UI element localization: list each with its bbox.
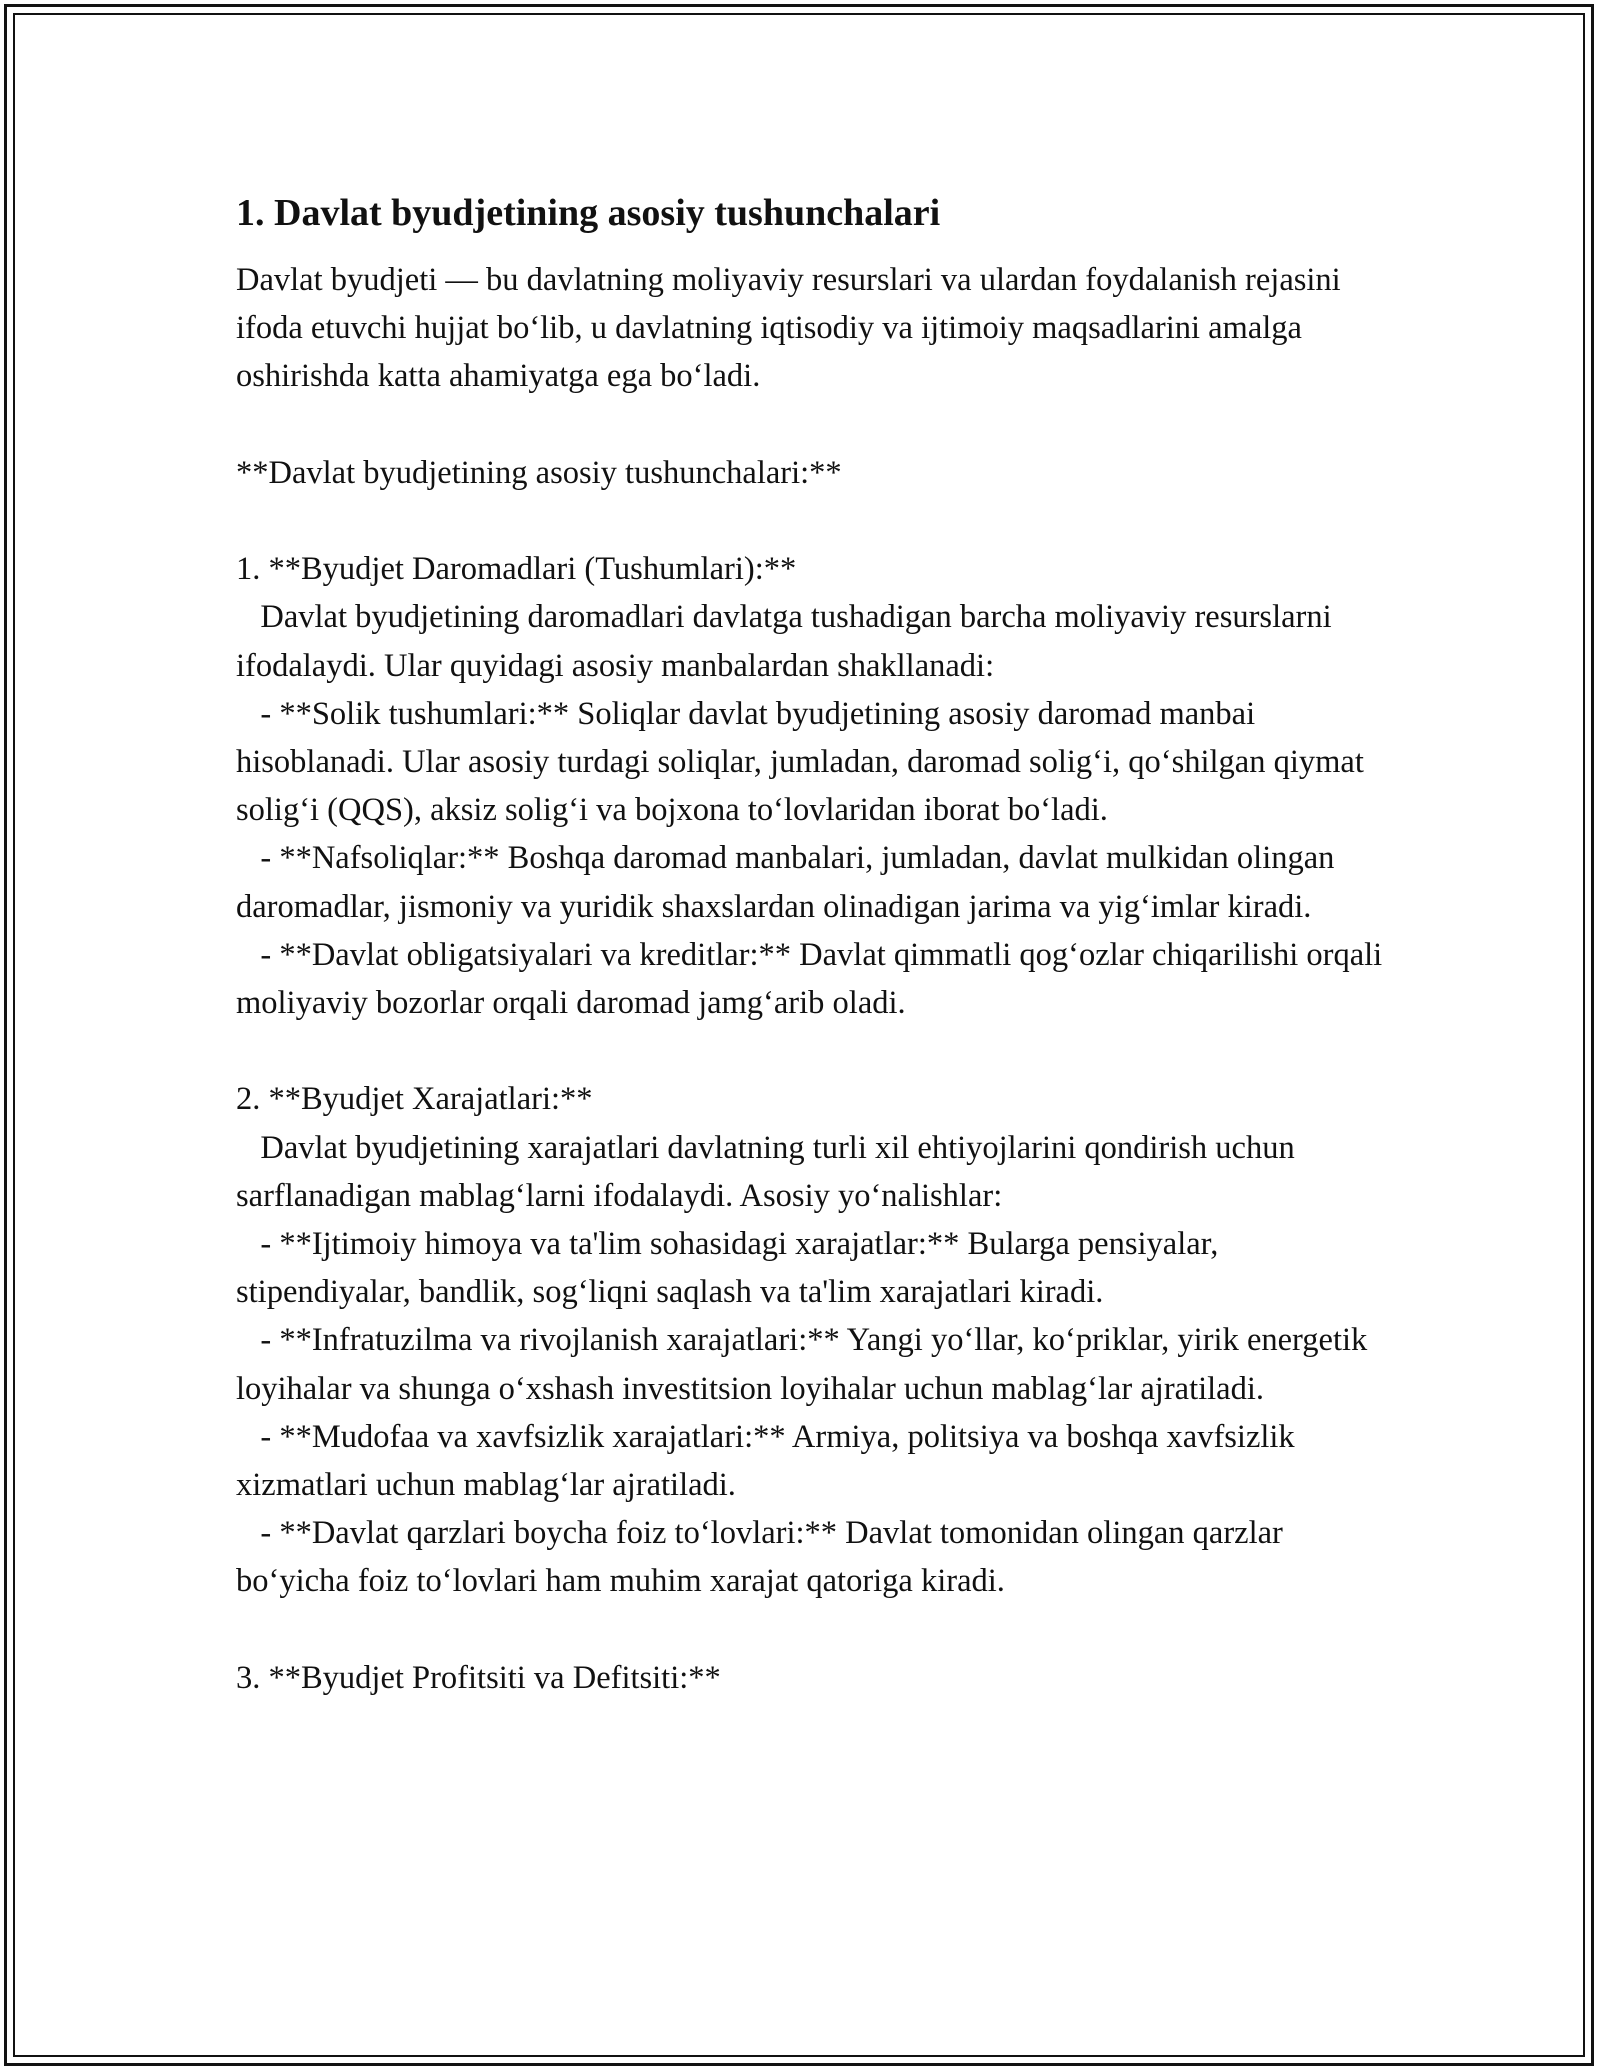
section-2-item-infrastructure: - **Infratuzilma va rivojlanish xarajatlari:** Yangi yo‘llar, ko‘priklar, yirik energetik loyihalar va shunga o‘xshash investitsion loyihalar uchun mablag‘lar ajratiladi. — [236, 1322, 1376, 1407]
section-1-body: Davlat byudjetining daromadlari davlatga tushadigan barcha moliyaviy resurslarni ifodalaydi. Ular quyidagi asosiy manbalardan shakllanadi: — [236, 599, 1340, 684]
section-1-item-tax: - **Solik tushumlari:** Soliqlar davlat byudjetining asosiy daromad manbai hisoblanadi. Ular asosiy turdagi soliqlar, jumladan, daromad solig‘i, qo‘shilgan qiymat solig‘i (QQS), aksiz solig‘i va bojxona to‘lovlaridan iborat bo‘ladi. — [236, 695, 1372, 829]
intro-paragraph: Davlat byudjeti — bu davlatning moliyaviy resurslari va ulardan foydalanish rejasini ifoda etuvchi hujjat bo‘lib, u davlatning iqtisodiy va ijtimoiy maqsadlarini amalga oshirishda katta ahamiyatga ega bo‘ladi. — [236, 262, 1349, 395]
spacer — [236, 1606, 1386, 1654]
section-1-item-nontax: - **Nafsoliqlar:** Boshqa daromad manbalari, jumladan, davlat mulkidan olingan daromadlar, jismoniy va yuridik shaxslardan olinadigan jarima va yig‘imlar kiradi. — [236, 840, 1343, 925]
subheading: **Davlat byudjetining asosiy tushunchalari:** — [236, 454, 842, 491]
section-2-body: Davlat byudjetining xarajatlari davlatning turli xil ehtiyojlarini qondirish uchun sarflanadigan mablag‘larni ifodalaydi. Asosiy yo‘nalishlar: — [236, 1129, 1303, 1214]
section-2-title: 2. **Byudjet Xarajatlari:** — [236, 1081, 593, 1118]
document-body — [236, 188, 1391, 1702]
spacer — [236, 497, 1386, 545]
spacer — [236, 1027, 1386, 1075]
spacer — [236, 401, 1386, 449]
section-2-item-debt: - **Davlat qarzlari boycha foiz to‘lovlari:** Davlat tomonidan olingan qarzlar bo‘yicha foiz to‘lovlari ham muhim xarajat qatoriga kiradi. — [236, 1515, 1291, 1600]
section-3-title: 3. **Byudjet Profitsiti va Defitsiti:** — [236, 1659, 721, 1696]
section-1-title: 1. **Byudjet Daromadlari (Tushumlari):** — [236, 551, 797, 588]
section-2-item-social: - **Ijtimoiy himoya va ta'lim sohasidagi xarajatlar:** Bularga pensiyalar, stipendiyalar, bandlik, sog‘liqni saqlash va ta'lim xarajatlari kiradi. — [236, 1226, 1227, 1311]
section-2-item-defense: - **Mudofaa va xavfsizlik xarajatlari:** Armiya, politsiya va boshqa xavfsizlik xizmatlari uchun mablag‘lar ajratiladi. — [236, 1418, 1303, 1504]
section-1-item-bonds: - **Davlat obligatsiyalari va kreditlar:** Davlat qimmatli qog‘ozlar chiqarilishi orqali moliyaviy bozorlar orqali daromad jamg‘arib oladi. — [236, 936, 1391, 1022]
document-title: 1. Davlat byudjetining asosiy tushunchalari — [236, 192, 941, 234]
